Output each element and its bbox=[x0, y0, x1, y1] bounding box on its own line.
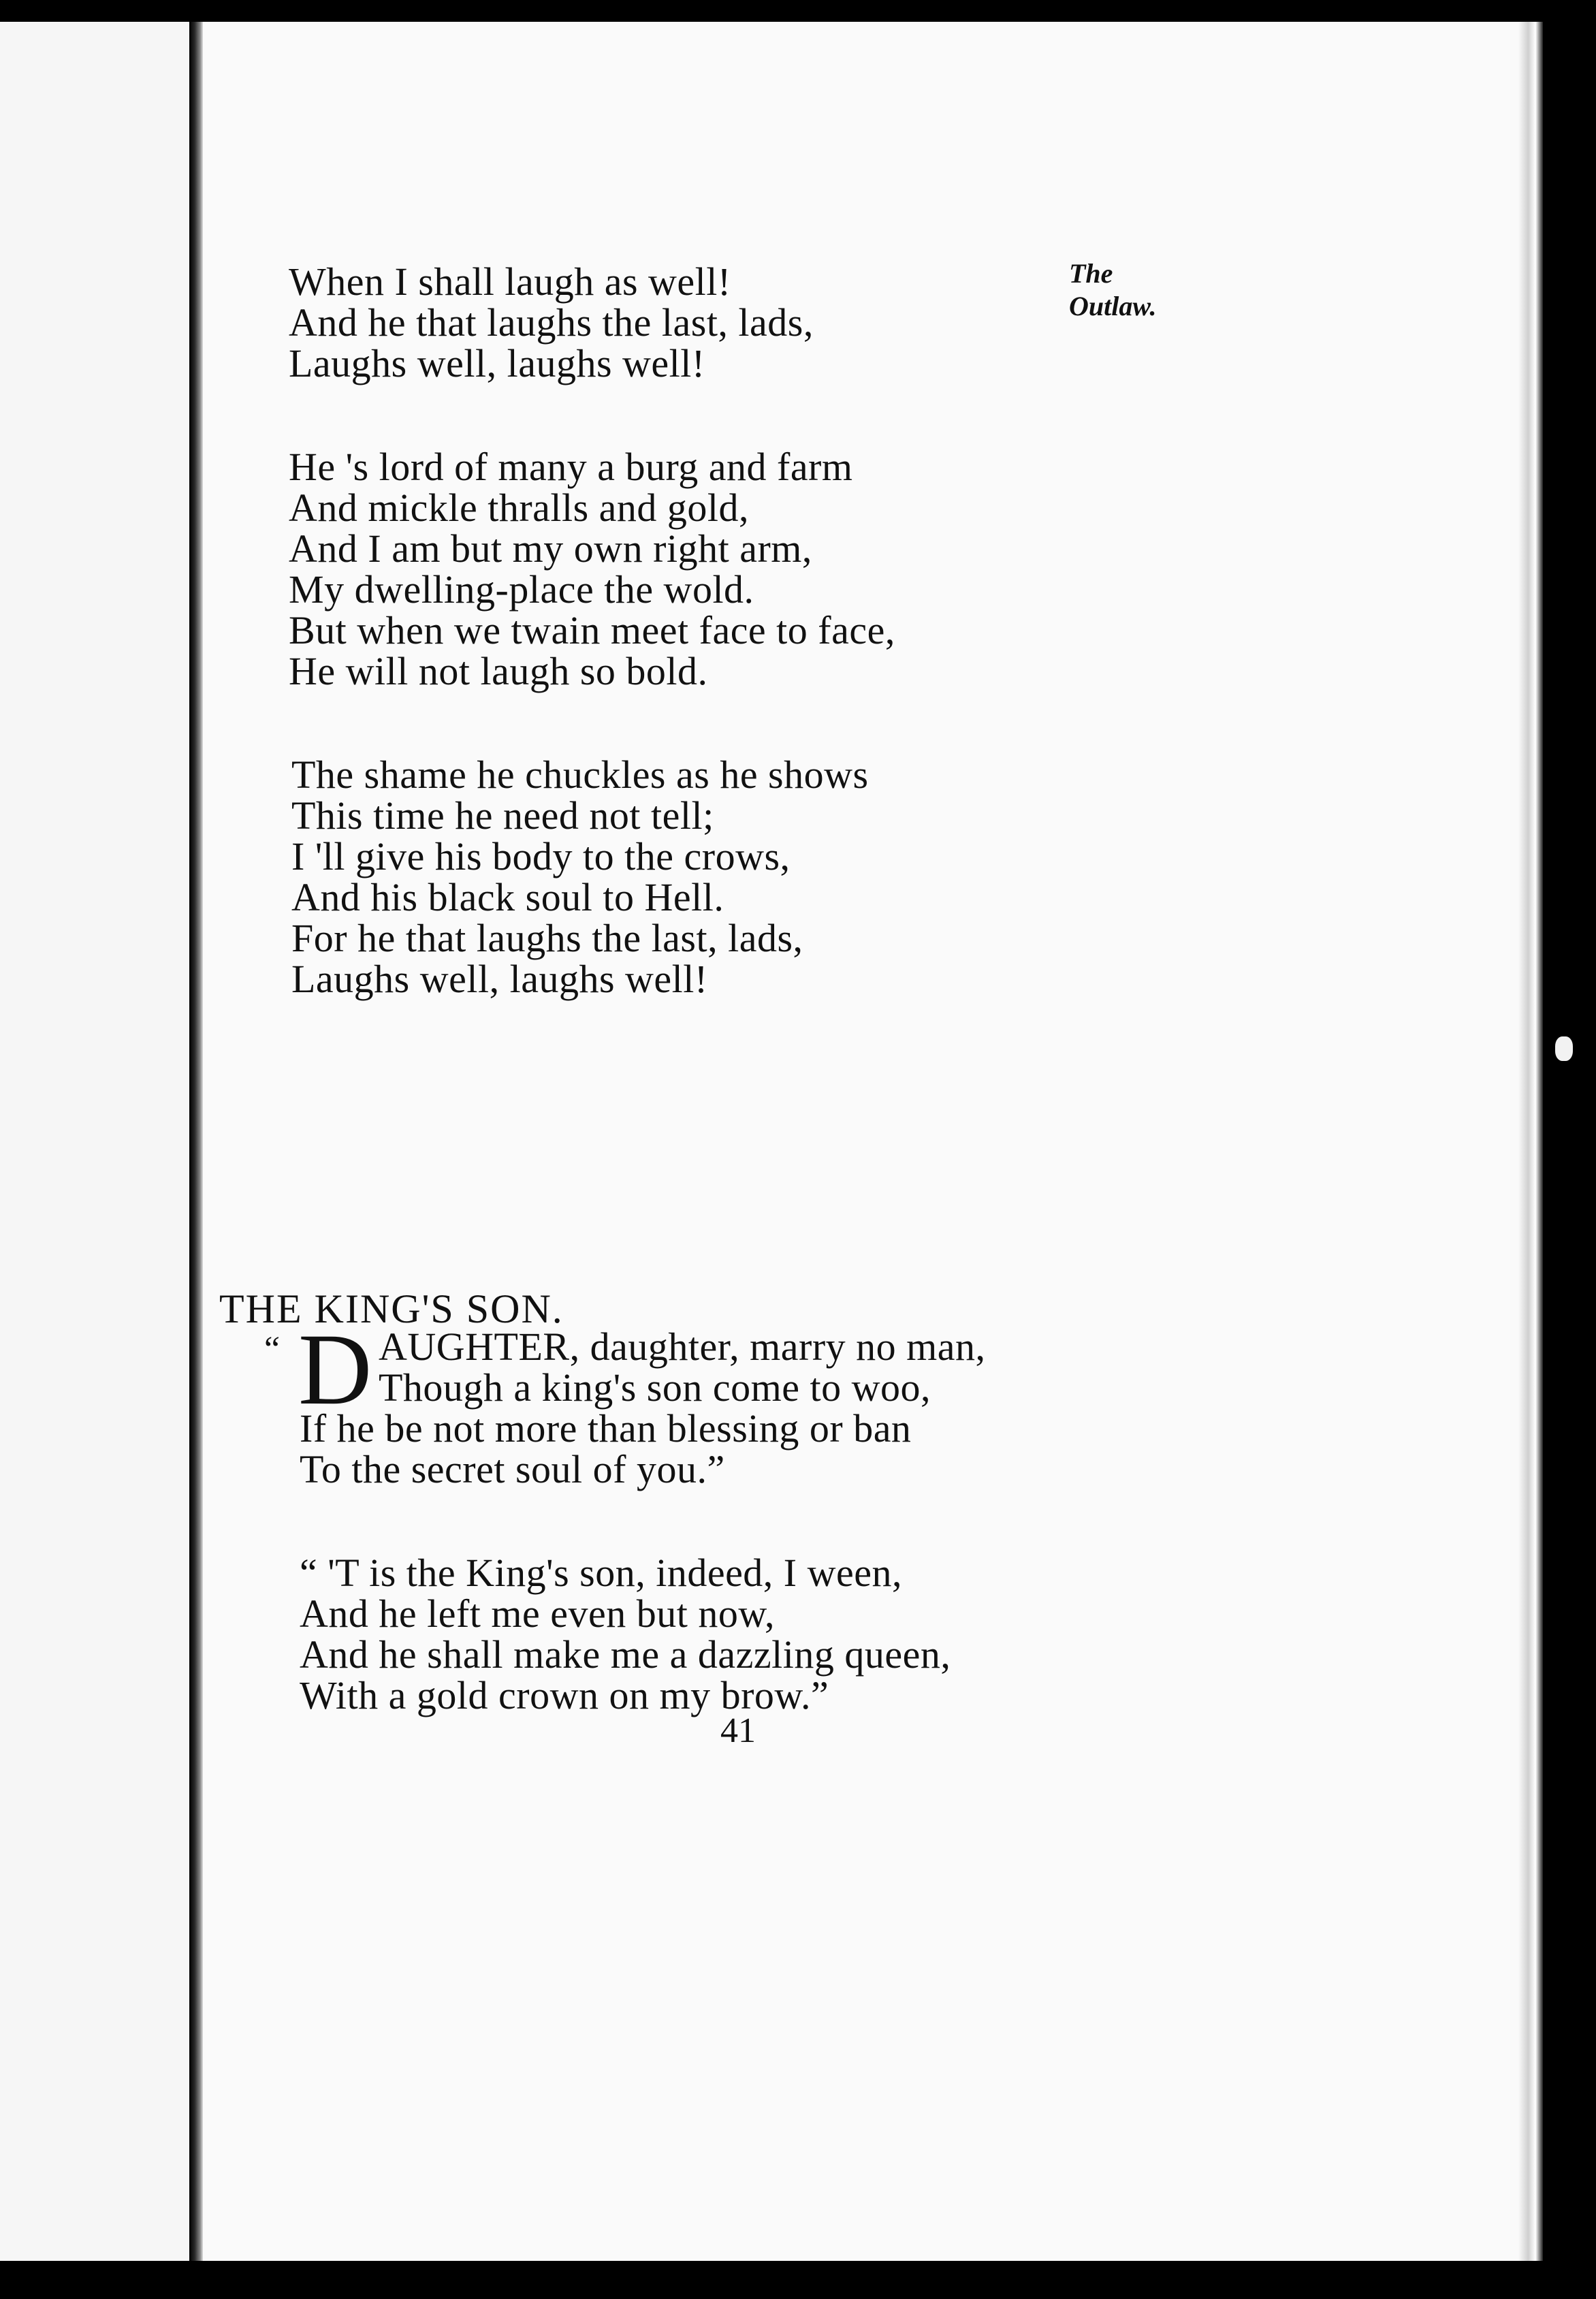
poem-line: And he left me even but now, bbox=[300, 1591, 775, 1636]
poem-line: He 's lord of many a burg and farm bbox=[289, 445, 853, 489]
poem-line: “ 'T is the King's son, indeed, I ween, bbox=[300, 1551, 902, 1595]
poem-line: But when we twain meet face to face, bbox=[289, 608, 895, 652]
poem-line: And mickle thralls and gold, bbox=[289, 486, 750, 530]
poem-line: Though a king's son come to woo, bbox=[379, 1365, 931, 1410]
poem-line: And his black soul to Hell. bbox=[291, 875, 724, 919]
poem-line: I 'll give his body to the crows, bbox=[291, 834, 791, 878]
poem-line: My dwelling-place the wold. bbox=[289, 567, 754, 612]
poem-title: THE KING'S SON. bbox=[219, 1286, 564, 1331]
poem-line: And he shall make me a dazzling queen, bbox=[300, 1632, 951, 1677]
poem-line: And I am but my own right arm, bbox=[289, 526, 812, 571]
poem-line: And he that laughs the last, lads, bbox=[289, 300, 814, 345]
page-number: 41 bbox=[720, 1711, 756, 1750]
poem-line: For he that laughs the last, lads, bbox=[291, 916, 803, 960]
poem-line: The shame he chuckles as he shows bbox=[291, 752, 869, 797]
running-sidenote bbox=[1069, 257, 1157, 323]
poem-line: If he be not more than blessing or ban bbox=[300, 1406, 912, 1450]
poem-line: He will not laugh so bold. bbox=[289, 649, 708, 693]
opening-quote: “ bbox=[264, 1330, 281, 1369]
poem-line: This time he need not tell; bbox=[291, 793, 714, 838]
sidenote-line: The bbox=[1069, 258, 1113, 289]
left-page-edge bbox=[0, 22, 201, 2261]
poem-line: Laughs well, laughs well! bbox=[291, 957, 708, 1001]
poem-line: AUGHTER, daughter, marry no man, bbox=[379, 1325, 986, 1369]
poem-line: When I shall laugh as well! bbox=[289, 259, 731, 304]
poem-line: Laughs well, laughs well! bbox=[289, 341, 705, 385]
book-gutter bbox=[189, 22, 203, 2261]
poem-line: To the secret soul of you.” bbox=[300, 1447, 725, 1491]
poem-line: With a gold crown on my brow.” bbox=[300, 1673, 829, 1717]
drop-cap: D bbox=[298, 1313, 372, 1426]
page-right-edge bbox=[1518, 22, 1543, 2261]
binding-hole bbox=[1555, 1036, 1573, 1061]
sidenote-line: Outlaw. bbox=[1069, 291, 1157, 321]
